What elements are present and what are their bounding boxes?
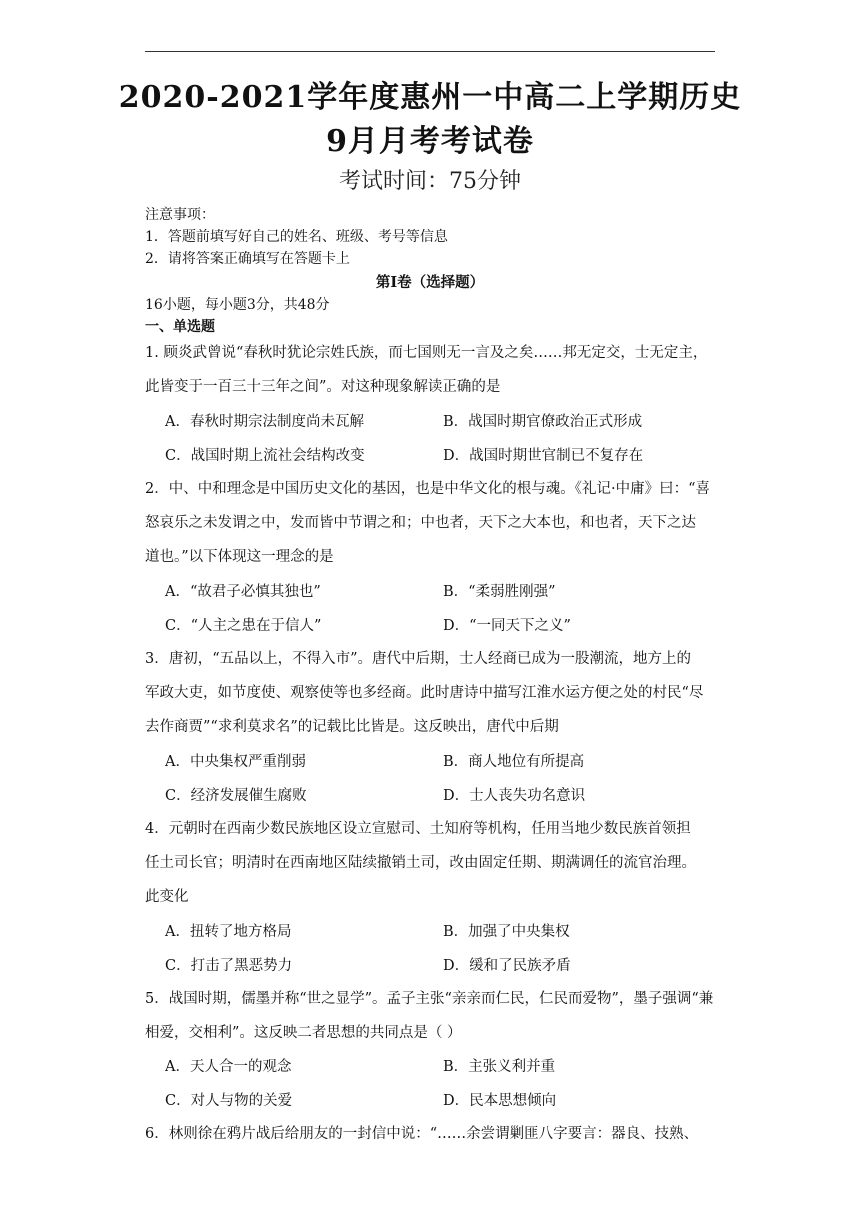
q1-option-b: B．战国时期官僚政治正式形成 [443, 414, 643, 430]
exam-title-line-2: 9月月考考试卷 [326, 124, 534, 159]
q2-option-b: B．“柔弱胜刚强” [443, 584, 556, 600]
q4-option-d: D．缓和了民族矛盾 [443, 958, 571, 974]
q2-option-a: A．“故君子必慎其独也” [165, 584, 321, 600]
question-line: 怒哀乐之未发谓之中，发而皆中节谓之和；中也者，天下之大本也，和也者，天下之达 [145, 515, 696, 531]
q3-option-a: A．中央集权严重削弱 [165, 754, 306, 770]
q2-option-d: D．“一同天下之义” [443, 618, 571, 634]
exam-time: 考试时间：75分钟 [339, 169, 521, 194]
q4-option-b: B．加强了中央集权 [443, 924, 570, 940]
question-line: 相爱，交相利”。这反映二者思想的共同点是（ ） [145, 1025, 462, 1041]
question-line: 军政大吏，如节度使、观察使等也多经商。此时唐诗中描写江淮水运方便之处的村民“尽 [145, 685, 704, 701]
question-line: 去作商贾”“求利莫求名”的记载比比皆是。这反映出，唐代中后期 [145, 719, 559, 735]
question-line: 此变化 [145, 889, 189, 905]
question-line: 4．元朝时在西南少数民族地区设立宣慰司、土知府等机构，任用当地少数民族首领担 [145, 821, 691, 837]
q5-option-a: A．天人合一的观念 [165, 1059, 292, 1075]
q1-option-a: A．春秋时期宗法制度尚未瓦解 [165, 414, 364, 430]
q1-option-c: C．战国时期上流社会结构改变 [165, 448, 365, 464]
question-3 [145, 642, 717, 744]
question-5 [145, 982, 717, 1050]
q3-option-c: C．经济发展催生腐败 [165, 788, 307, 804]
question-line: 任土司长官；明清时在西南地区陆续撤销土司，改由固定任期、期满调任的流官治理。 [145, 855, 696, 871]
q5-option-b: B．主张义利并重 [443, 1059, 556, 1075]
question-line: 3．唐初，“五品以上，不得入市”。唐代中后期，士人经商已成为一股潮流，地方上的 [145, 651, 692, 667]
notice-heading: 注意事项： [145, 207, 215, 223]
notice-item-1: 1．答题前填写好自己的姓名、班级、考号等信息 [145, 229, 448, 245]
question-6 [145, 1117, 717, 1151]
notice-item-2: 2．请将答案正确填写在答题卡上 [145, 251, 350, 267]
question-type-heading: 一、单选题 [145, 319, 215, 335]
question-line: 此皆变于一百三十三年之间”。对这种现象解读正确的是 [145, 379, 501, 395]
header-rule [145, 51, 715, 52]
q2-option-c: C．“人主之患在于信人” [165, 618, 322, 634]
question-line: 1. 顾炎武曾说“春秋时犹论宗姓氏族，而七国则无一言及之矣……邦无定交，士无定主， [145, 345, 708, 361]
exam-title-line-1: 2020-2021学年度惠州一中高二上学期历史 [118, 80, 742, 115]
question-line: 道也。”以下体现这一理念的是 [145, 549, 334, 565]
question-line: 5．战国时期，儒墨并称“世之显学”。孟子主张“亲亲而仁民，仁民而爱物”，墨子强调“兼 [145, 991, 714, 1007]
question-line: 2．中、中和理念是中国历史文化的基因，也是中华文化的根与魂。《礼记·中庸》曰：“喜 [145, 481, 710, 497]
question-line: 6．林则徐在鸦片战后给朋友的一封信中说：“……余尝谓剿匪八字要言：器良、技熟、 [145, 1126, 699, 1142]
question-4 [145, 812, 717, 914]
q1-option-d: D．战国时期世官制已不复存在 [443, 448, 644, 464]
question-1 [145, 336, 717, 404]
q5-option-c: C．对人与物的关爱 [165, 1093, 293, 1109]
q3-option-d: D．士人丧失功名意识 [443, 788, 586, 804]
section-title: 第Ⅰ卷（选择题） [375, 274, 485, 291]
q4-option-a: A．扭转了地方格局 [165, 924, 292, 940]
q4-option-c: C．打击了黑恶势力 [165, 958, 293, 974]
q3-option-b: B．商人地位有所提高 [443, 754, 585, 770]
question-2 [145, 472, 717, 574]
section-description: 16小题，每小题3分，共48分 [145, 297, 330, 313]
q5-option-d: D．民本思想倾向 [443, 1093, 557, 1109]
